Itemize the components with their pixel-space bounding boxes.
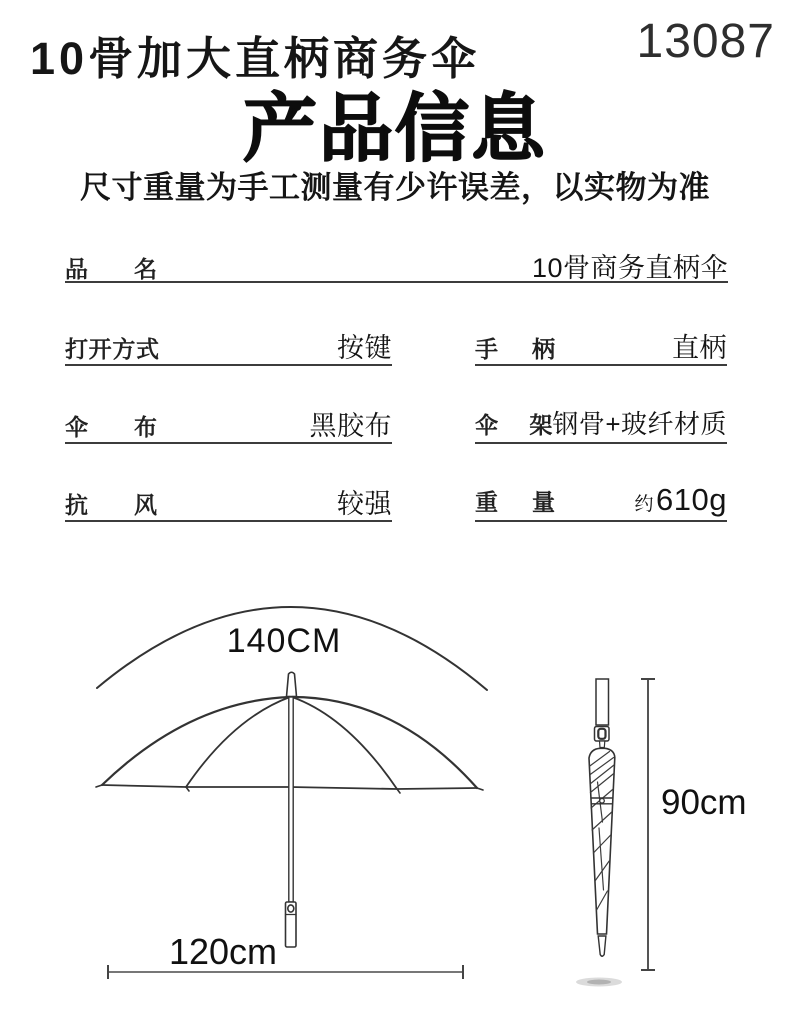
spec-value: 较强 (337, 489, 392, 519)
spec-cell-wind-resistance (65, 482, 392, 522)
closed-umbrella-drawing (589, 679, 615, 956)
diameter-dimension (108, 965, 463, 979)
diameter-label: 120cm (168, 931, 278, 972)
spec-label: 伞架 (475, 412, 553, 438)
closed-handle (596, 679, 609, 725)
umbrella-dimension-diagram (0, 560, 790, 1020)
page-title: 10骨加大直柄商务伞 (30, 33, 481, 84)
spec-label: 重量 (475, 489, 555, 515)
product-code: 13087 (636, 15, 775, 68)
spec-cell-weight (475, 482, 727, 522)
spec-label: 打开方式 (65, 336, 159, 362)
spec-value-prefix: 约 (634, 494, 655, 515)
handle-button (288, 905, 294, 912)
tie-band-button (600, 799, 605, 804)
length-dimension (641, 679, 655, 970)
spec-label: 品名 (65, 256, 157, 282)
tip-cap (598, 936, 606, 956)
spec-row-product-name (65, 246, 728, 283)
spec-cell-handle (475, 326, 727, 366)
umbrella-shaft (289, 697, 293, 902)
spec-value: 钢骨+玻纤材质 (552, 409, 727, 439)
spec-cell-canopy-fabric (65, 404, 392, 444)
spec-label: 抗风 (65, 492, 157, 518)
ferrule-tip (287, 672, 297, 696)
spec-value: 黑胶布 (309, 411, 392, 441)
spec-value-number: 610g (656, 482, 727, 517)
spec-value: 按键 (337, 333, 392, 363)
canopy-rib-right (292, 697, 397, 789)
spec-value: 直柄 (672, 333, 727, 363)
section-subtitle: 尺寸重量为手工测量有少许误差，以实物为准 (80, 170, 710, 205)
spec-label: 手柄 (475, 336, 555, 362)
canopy-arc-label: 140CM (226, 622, 342, 660)
length-label: 90cm (661, 783, 747, 822)
ground-shadow-core (587, 980, 611, 985)
handle-neck (600, 741, 605, 748)
spec-value: 10骨商务直柄伞 (531, 253, 728, 283)
spec-cell-frame (475, 404, 727, 444)
spec-cell-open-method (65, 326, 392, 366)
section-title: 产品信息 (243, 87, 547, 170)
spec-value (635, 482, 727, 518)
canopy-rib-left (186, 697, 290, 787)
spec-label: 伞布 (65, 414, 157, 440)
